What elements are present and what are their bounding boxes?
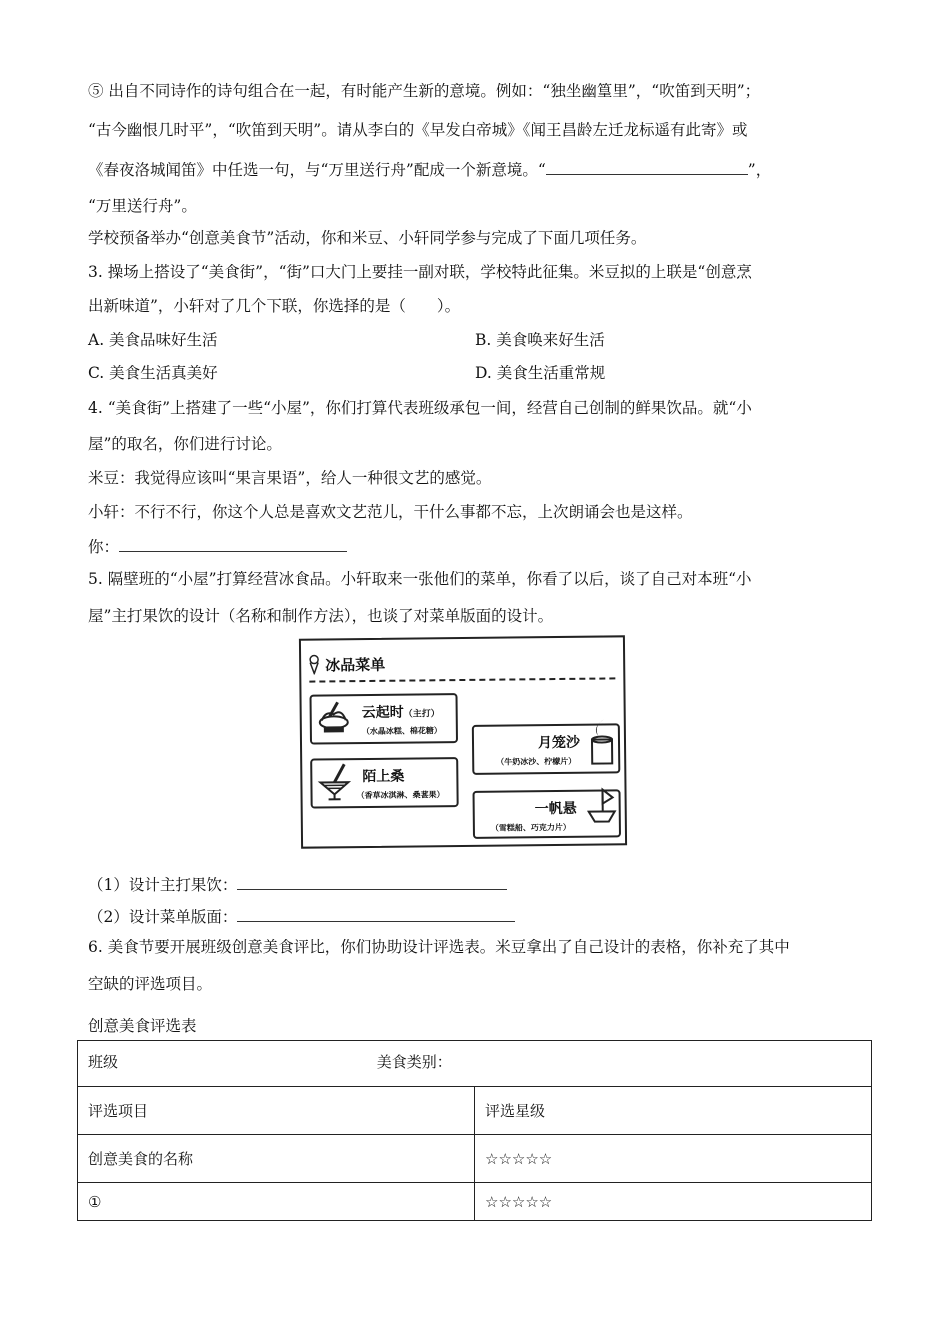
q5-sub1-label: （1）设计主打果饮：: [88, 876, 238, 894]
menu-title: 冰品菜单: [325, 655, 386, 675]
q3-option-c[interactable]: C. 美食生活真美好: [88, 364, 218, 382]
table-row: [78, 1183, 872, 1221]
menu-card-moshangsang: [310, 757, 459, 809]
q4-midou: 米豆：我觉得应该叫“果言果语”，给人一种很文艺的感觉。: [88, 469, 492, 487]
q3-line2: 出新味道”，小轩对了几个下联，你选择的是（ ）。: [88, 297, 461, 315]
poem-answer-blank[interactable]: [546, 158, 748, 175]
q5-sub1-blank[interactable]: [237, 873, 507, 890]
q4-xiaoxuan: 小轩：不行不行，你这个人总是喜欢文艺范儿，干什么事都不忘，上次朗诵会也是这样。: [88, 503, 693, 521]
class-cell: [78, 1041, 872, 1087]
header-item-cell: 评选项目: [78, 1087, 475, 1135]
q4-you-label: 你：: [88, 538, 120, 556]
table-row: [78, 1135, 872, 1183]
menu-item-name-3: 陌上桑: [362, 768, 405, 786]
table-row: [78, 1087, 872, 1135]
q4-line2: 屋”的取名，你们进行讨论。: [88, 435, 282, 453]
menu-card-yifanxuan: [473, 789, 621, 839]
q5-sub2-line: [88, 905, 515, 927]
menu-item-desc-3: （香草冰淇淋、桑葚果）: [356, 790, 445, 801]
menu-item-tag-1: （主打）: [403, 709, 440, 720]
q5-line2: 屋”主打果饮的设计（名称和制作方法），也谈了对菜单版面的设计。: [88, 607, 554, 625]
menu-card-yunqishi: [309, 693, 458, 745]
q2-item5-line1: ⑤ 出自不同诗作的诗句组合在一起，有时能产生新的意境。例如：“独坐幽篁里”，“吹笛到天明”；: [88, 82, 761, 100]
cake-icon: [316, 700, 352, 740]
rating-table: [77, 1040, 872, 1221]
ice-cream-bowl-icon: [316, 762, 352, 806]
q5-sub1-line: [88, 873, 507, 895]
q2-item5-line3: [88, 158, 771, 180]
q5-sub2-label: （2）设计菜单版面：: [88, 908, 238, 926]
category-label: 美食类别：: [376, 1053, 452, 1071]
q2-item5-line2: “古今幽恨几时平”，“吹笛到天明”。请从李白的《早发白帝城》《闻王昌龄左迁龙标遥有此寄》或: [88, 121, 748, 139]
class-label: 班级: [88, 1053, 119, 1071]
q6-line1: 6. 美食节要开展班级创意美食评比，你们协助设计评选表。米豆拿出了自己设计的表格，你补充了其中: [88, 938, 790, 956]
row1-stars-cell[interactable]: ☆☆☆☆☆: [475, 1135, 872, 1183]
q2-item5-line4: “万里送行舟”。: [88, 197, 197, 215]
q6-line2: 空缺的评选项目。: [88, 975, 213, 993]
menu-item-name-4: 一帆悬: [534, 800, 577, 818]
q3-line1: 3. 操场上搭设了“美食街”，“街”口大门上要挂一副对联，学校特此征集。米豆拟的上联是“创意烹: [88, 263, 752, 281]
ice-menu-figure: [299, 635, 627, 848]
q2-item5-line3-text: 《春夜洛城闻笛》中任选一句，与“万里送行舟”配成一个新意境。“: [88, 161, 546, 179]
table-caption: 创意美食评选表: [88, 1017, 197, 1035]
row2-stars-cell[interactable]: ☆☆☆☆☆: [475, 1183, 872, 1221]
q2-item5-line3-end: ”，: [747, 161, 772, 179]
header-stars-cell: 评选星级: [475, 1087, 872, 1135]
menu-card-yuelongsha: [472, 723, 621, 775]
ice-cream-cone-icon: [308, 654, 320, 678]
menu-item-name-1: 云起时（主打）: [361, 704, 440, 722]
q5-line1: 5. 隔壁班的“小屋”打算经营冰食品。小轩取来一张他们的菜单，你看了以后，谈了自己对本班“小: [88, 570, 752, 588]
table-row: [78, 1041, 872, 1087]
menu-item-desc-1: （水晶冰糕、棉花糖）: [361, 726, 442, 737]
menu-item-desc-4: （雪糕船、巧克力片）: [490, 822, 571, 833]
q4-answer-blank[interactable]: [119, 535, 347, 552]
q3-option-b[interactable]: B. 美食唤来好生活: [475, 331, 605, 349]
q3-option-d[interactable]: D. 美食生活重常规: [475, 364, 606, 382]
intro-text: 学校预备举办“创意美食节”活动，你和米豆、小轩同学参与完成了下面几项任务。: [88, 229, 647, 247]
menu-item-name-2: 月笼沙: [537, 734, 581, 752]
row1-item-cell: 创意美食的名称: [78, 1135, 475, 1183]
menu-divider: [309, 677, 615, 682]
sailboat-icon: [586, 785, 616, 829]
q4-line1: 4. “美食街”上搭建了一些“小屋”，你们打算代表班级承包一间，经营自己创制的鲜果饮品。就“小: [88, 399, 752, 417]
q4-you-line: [88, 535, 347, 557]
menu-item-desc-2: （牛奶冰沙、柠檬片）: [496, 756, 577, 767]
row2-item-cell[interactable]: ①: [78, 1183, 475, 1221]
q5-sub2-blank[interactable]: [237, 905, 515, 922]
milk-cup-icon: [588, 715, 617, 771]
q3-option-a[interactable]: A. 美食品味好生活: [88, 331, 218, 349]
